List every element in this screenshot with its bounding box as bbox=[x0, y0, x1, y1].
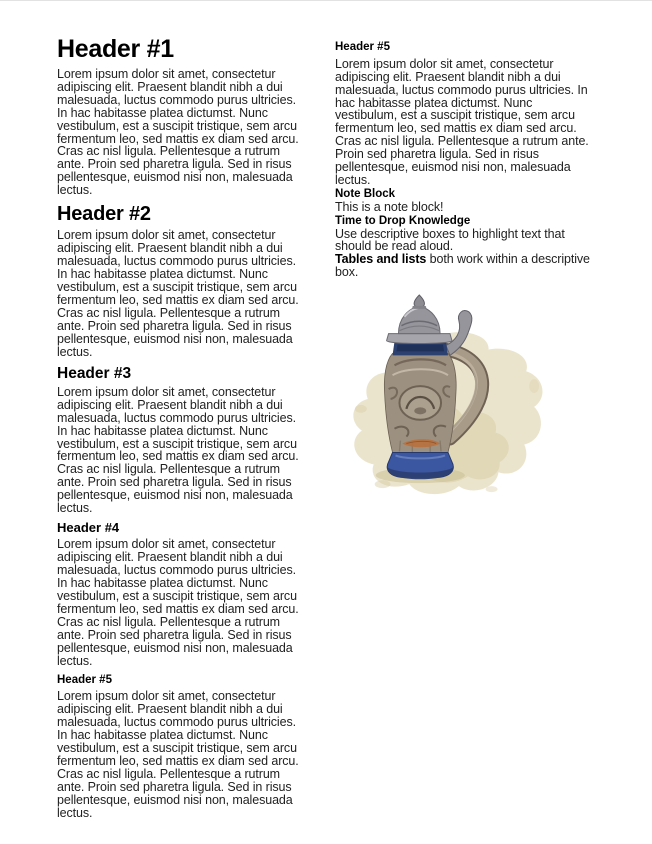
section-3-paragraph: Lorem ipsum dolor sit amet, consectetur adipiscing elit. Praesent blandit nibh a dui malesuada, luctus commodo purus ultricies. In hac habitasse platea dictumst. Nunc vestibulum, est a suscipit tristique, sem arcu fermentum leo, sed mattis ex diam sed arcu. Cras ac nisl ligula. Pellentesque a rutrum ante. Proin sed pharetra ligula. Sed in risus pellentesque, euismod nisi non, malesuada lectus. bbox=[57, 384, 299, 516]
section-4-paragraph: Lorem ipsum dolor sit amet, consectetur adipiscing elit. Praesent blandit nibh a dui malesuada, luctus commodo purus ultricies. In hac habitasse platea dictumst. Nunc vestibulum, est a suscipit tristique, sem arcu fermentum leo, sed mattis ex diam sed arcu. Cras ac nisl ligula. Pellentesque a rutrum ante. Proin sed pharetra ligula. Sed in risus pellentesque, euismod nisi non, malesuada lectus. bbox=[57, 537, 299, 668]
header-3: Header #3 bbox=[57, 364, 132, 382]
section-1 bbox=[57, 35, 309, 197]
tables-note-rest: both work within a descriptive box. bbox=[335, 252, 590, 280]
top-band-inner bbox=[396, 345, 444, 352]
knowledge-body: Use descriptive boxes to highlight text that should be read aloud. bbox=[335, 226, 565, 254]
splotch-spot bbox=[355, 405, 367, 413]
header-2: Header #2 bbox=[57, 203, 151, 226]
section-4 bbox=[57, 521, 309, 668]
relief-medallion bbox=[399, 386, 441, 420]
beer-stein-illustration bbox=[343, 291, 551, 501]
right-column bbox=[335, 35, 593, 819]
splotch-spot bbox=[486, 486, 498, 492]
left-column bbox=[57, 35, 309, 819]
section-3 bbox=[57, 365, 309, 515]
splotch-spot bbox=[529, 379, 539, 393]
tables-note-lead: Tables and lists bbox=[335, 252, 427, 267]
section-1-paragraph: Lorem ipsum dolor sit amet, consectetur adipiscing elit. Praesent blandit nibh a dui malesuada, luctus commodo purus ultricies. In hac habitasse platea dictumst. Nunc vestibulum, est a suscipit tristique, sem arcu fermentum leo, sed mattis ex diam sed arcu. Cras ac nisl ligula. Pellentesque a rutrum ante. Proin sed pharetra ligula. Sed in risus pellentesque, euismod nisi non, malesuada lectus. bbox=[57, 67, 299, 198]
lid-finial-knob bbox=[412, 306, 426, 309]
section-2 bbox=[57, 203, 309, 358]
section-6 bbox=[335, 41, 593, 187]
lid-finial bbox=[414, 295, 424, 307]
header-5-right: Header #5 bbox=[335, 41, 390, 53]
tables-note bbox=[335, 253, 593, 279]
header-4: Header #4 bbox=[57, 519, 120, 535]
lid-rim bbox=[387, 334, 452, 344]
note-block-body: This is a note block! bbox=[335, 199, 444, 214]
lid-dome bbox=[398, 307, 440, 334]
note-block-heading: Note Block bbox=[335, 187, 396, 200]
section-6-paragraph: Lorem ipsum dolor sit amet, consectetur adipiscing elit. Praesent blandit nibh a dui malesuada, luctus commodo purus ultricies. In hac habitasse platea dictumst. Nunc vestibulum, est a suscipit tristique, sem arcu fermentum leo, sed mattis ex diam sed arcu. Cras ac nisl ligula. Pellentesque a rutrum ante. Proin sed pharetra ligula. Sed in risus pellentesque, euismod nisi non, malesuada lectus. bbox=[335, 56, 589, 187]
header-1: Header #1 bbox=[57, 35, 174, 63]
section-5 bbox=[57, 674, 309, 820]
section-2-paragraph: Lorem ipsum dolor sit amet, consectetur adipiscing elit. Praesent blandit nibh a dui malesuada, luctus commodo purus ultricies. In hac habitasse platea dictumst. Nunc vestibulum, est a suscipit tristique, sem arcu fermentum leo, sed mattis ex diam sed arcu. Cras ac nisl ligula. Pellentesque a rutrum ante. Proin sed pharetra ligula. Sed in risus pellentesque, euismod nisi non, malesuada lectus. bbox=[57, 228, 299, 359]
relief-medallion-dot bbox=[414, 408, 426, 415]
knowledge-heading: Time to Drop Knowledge bbox=[335, 214, 471, 227]
section-5-paragraph: Lorem ipsum dolor sit amet, consectetur adipiscing elit. Praesent blandit nibh a dui malesuada, luctus commodo purus ultricies. In hac habitasse platea dictumst. Nunc vestibulum, est a suscipit tristique, sem arcu fermentum leo, sed mattis ex diam sed arcu. Cras ac nisl ligula. Pellentesque a rutrum ante. Proin sed pharetra ligula. Sed in risus pellentesque, euismod nisi non, malesuada lectus. bbox=[57, 689, 299, 820]
header-5: Header #5 bbox=[57, 673, 112, 686]
two-column-layout bbox=[57, 35, 652, 819]
splotch-spot bbox=[375, 480, 391, 488]
